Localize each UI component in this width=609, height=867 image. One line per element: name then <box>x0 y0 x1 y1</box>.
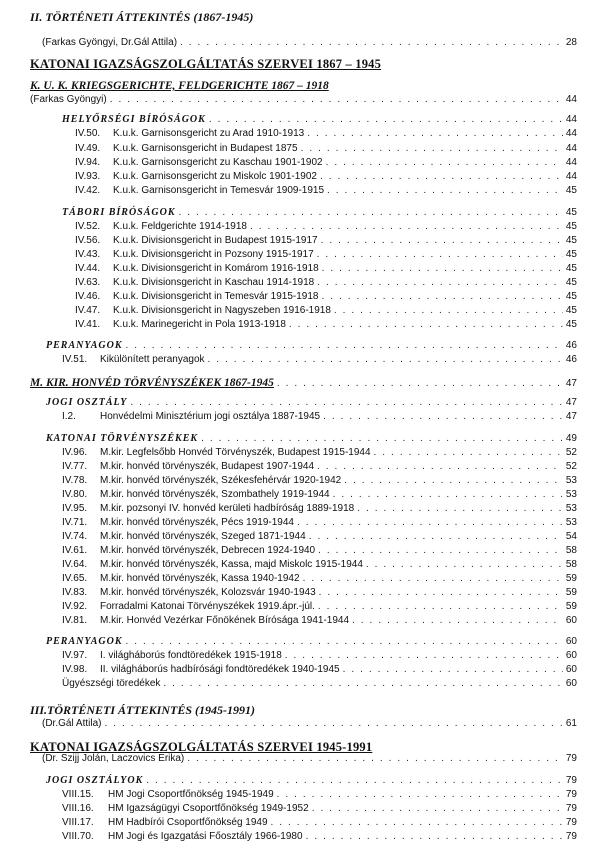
page-number: 52 <box>565 461 577 472</box>
toc-entry <box>0 489 609 504</box>
entry-title: JOGI OSZTÁLYOK <box>46 775 144 786</box>
page-number: 44 <box>565 114 577 125</box>
entry-title: I. világháborús fondtöredékek 1915-1918 <box>100 650 282 661</box>
page-number: 61 <box>565 718 577 729</box>
entry-code: IV.77. <box>62 461 88 472</box>
dot-leader <box>322 263 563 274</box>
dot-leader <box>306 831 563 842</box>
page-number: 60 <box>565 615 577 626</box>
entry-code: IV.92. <box>62 601 88 612</box>
dot-leader <box>352 615 563 626</box>
toc-heading <box>0 10 609 25</box>
page-number: 79 <box>565 831 577 842</box>
entry-title: K.u.k. Divisionsgericht in Budapest 1915-1917 <box>113 235 318 246</box>
toc-entry <box>0 171 609 186</box>
dot-leader <box>303 573 563 584</box>
dot-leader <box>208 354 563 365</box>
page-number: 44 <box>565 171 577 182</box>
dot-leader <box>277 378 563 389</box>
dot-leader <box>130 397 563 408</box>
entry-title: K.u.k. Garnisonsgericht zu Arad 1910-1913 <box>113 128 305 139</box>
dot-leader <box>126 636 563 647</box>
dot-leader <box>320 171 563 182</box>
page-number: 44 <box>565 157 577 168</box>
dot-leader <box>357 503 563 514</box>
toc-entry <box>0 157 609 172</box>
entry-code: IV.74. <box>62 531 88 542</box>
page-number: 52 <box>565 447 577 458</box>
entry-code: IV.98. <box>62 664 88 675</box>
entry-title: K.u.k. Divisionsgericht in Pozsony 1915-1917 <box>113 249 314 260</box>
entry-title: (Dr. Szijj Jolán, Laczovics Erika) <box>42 753 185 764</box>
page-number: 60 <box>565 650 577 661</box>
page-number: 45 <box>565 291 577 302</box>
toc-entry <box>0 664 609 679</box>
entry-code: IV.65. <box>62 573 88 584</box>
entry-title: KATONAI IGAZSÁGSZOLGÁLTATÁS SZERVEI 1945-1991 <box>30 740 373 754</box>
toc-entry <box>0 354 609 369</box>
toc-authors <box>0 37 609 52</box>
toc-entry <box>0 319 609 334</box>
entry-title: PERANYAGOK <box>46 636 123 647</box>
toc-entry <box>0 305 609 320</box>
entry-code: VIII.17. <box>62 817 94 828</box>
dot-leader <box>307 128 563 139</box>
page-number: 45 <box>565 221 577 232</box>
page-number: 45 <box>565 319 577 330</box>
toc-authors <box>0 718 609 733</box>
entry-title: II. világháborús hadbírósági fondtöredékek 1940-1945 <box>100 664 340 675</box>
page-number: 53 <box>565 475 577 486</box>
dot-leader <box>209 114 563 125</box>
entry-title: KATONAI TÖRVÉNYSZÉKEK <box>46 433 199 444</box>
entry-code: IV.78. <box>62 475 88 486</box>
page-number: 59 <box>565 601 577 612</box>
entry-title: PERANYAGOK <box>46 340 123 351</box>
dot-leader <box>318 601 563 612</box>
toc-subheading <box>0 207 609 222</box>
dot-leader <box>366 559 563 570</box>
dot-leader <box>104 718 562 729</box>
entry-code: IV.42. <box>75 185 101 196</box>
entry-title: K.u.k. Divisionsgericht in Temesvár 1915-1918 <box>113 291 319 302</box>
toc-entry <box>0 461 609 476</box>
page-number: 58 <box>565 559 577 570</box>
entry-code: IV.61. <box>62 545 88 556</box>
entry-code: VIII.70. <box>62 831 94 842</box>
entry-title: M. KIR. HONVÉD TÖRVÉNYSZÉKEK 1867-1945 <box>30 377 274 389</box>
entry-title: (Dr.Gál Attila) <box>42 718 102 729</box>
entry-title: Forradalmi Katonai Törvényszékek 1919.ápr.-júl. <box>100 601 315 612</box>
toc-entry <box>0 789 609 804</box>
page-number: 45 <box>565 249 577 260</box>
toc-entry <box>0 831 609 846</box>
toc-subheading <box>0 397 609 412</box>
page-number: 45 <box>565 277 577 288</box>
toc-entry <box>0 803 609 818</box>
toc-entry <box>0 221 609 236</box>
page-number: 79 <box>565 789 577 800</box>
page-number: 28 <box>565 37 577 48</box>
entry-code: IV.95. <box>62 503 88 514</box>
page-number: 47 <box>565 397 577 408</box>
entry-code: IV.71. <box>62 517 88 528</box>
dot-leader <box>277 789 563 800</box>
entry-title: K.u.k. Garnisonsgericht in Budapest 1875 <box>113 143 298 154</box>
entry-title: III.TÖRTÉNETI ÁTTEKINTÉS (1945-1991) <box>30 703 256 717</box>
toc-entry <box>0 185 609 200</box>
toc-authors <box>0 753 609 768</box>
page-number: 44 <box>565 94 577 105</box>
entry-code: IV.97. <box>62 650 88 661</box>
toc-heading <box>0 377 609 392</box>
entry-code: IV.46. <box>75 291 101 302</box>
entry-title: HM Igazságügyi Csoportfőnökség 1949-1952 <box>108 803 309 814</box>
page-number: 45 <box>565 185 577 196</box>
dot-leader <box>271 817 563 828</box>
entry-title: Kikülönített peranyagok <box>100 354 205 365</box>
dot-leader <box>343 664 563 675</box>
dot-leader <box>126 340 563 351</box>
toc-entry <box>0 517 609 532</box>
toc-entry <box>0 545 609 560</box>
dot-leader <box>321 235 563 246</box>
entry-code: VIII.16. <box>62 803 94 814</box>
toc-entry <box>0 678 609 693</box>
entry-code: IV.56. <box>75 235 101 246</box>
entry-code: IV.50. <box>75 128 101 139</box>
toc-subheading <box>0 340 609 355</box>
dot-leader <box>250 221 563 232</box>
toc-authors <box>0 94 609 109</box>
toc-entry <box>0 263 609 278</box>
entry-title: K.u.k. Garnisonsgericht zu Kaschau 1901-1902 <box>113 157 323 168</box>
page-number: 45 <box>565 207 577 218</box>
page-number: 44 <box>565 143 577 154</box>
toc-entry <box>0 573 609 588</box>
dot-leader <box>318 545 563 556</box>
page-number: 49 <box>565 433 577 444</box>
entry-title: HM Jogi Csoportfőnökség 1945-1949 <box>108 789 274 800</box>
entry-code: IV.43. <box>75 249 101 260</box>
entry-code: IV.93. <box>75 171 101 182</box>
dot-leader <box>344 475 563 486</box>
page-number: 60 <box>565 664 577 675</box>
entry-title: HM Hadbírói Csoportfőnökség 1949 <box>108 817 268 828</box>
dot-leader <box>333 489 563 500</box>
entry-code: IV.64. <box>62 559 88 570</box>
entry-code: IV.83. <box>62 587 88 598</box>
page-number: 59 <box>565 573 577 584</box>
entry-title: M.kir. honvéd törvényszék, Szombathely 1919-1944 <box>100 489 330 500</box>
page-number: 79 <box>565 817 577 828</box>
page-number: 60 <box>565 678 577 689</box>
page-number: 58 <box>565 545 577 556</box>
page-number: 45 <box>565 305 577 316</box>
entry-title: HM Jogi és Igazgatási Főosztály 1966-1980 <box>108 831 303 842</box>
entry-code: IV.49. <box>75 143 101 154</box>
page-number: 47 <box>565 411 577 422</box>
entry-code: IV.52. <box>75 221 101 232</box>
dot-leader <box>289 319 563 330</box>
entry-title: JOGI OSZTÁLY <box>46 397 128 408</box>
dot-leader <box>201 433 563 444</box>
dot-leader <box>163 678 562 689</box>
dot-leader <box>110 94 563 105</box>
entry-title: M.kir. Legfelsőbb Honvéd Törvényszék, Budapest 1915-1944 <box>100 447 371 458</box>
page-number: 45 <box>565 263 577 274</box>
entry-title: (Farkas Gyöngyi, Dr.Gál Attila) <box>42 37 178 48</box>
dot-leader <box>327 185 563 196</box>
dot-leader <box>317 277 563 288</box>
entry-title: K.u.k. Marinegericht in Pola 1913-1918 <box>113 319 286 330</box>
toc-subheading <box>0 636 609 651</box>
entry-title: M.kir. honvéd törvényszék, Kassa, majd Miskolc 1915-1944 <box>100 559 363 570</box>
page-number: 54 <box>565 531 577 542</box>
entry-title: K.u.k. Divisionsgericht in Nagyszeben 1916-1918 <box>113 305 331 316</box>
toc-entry <box>0 411 609 426</box>
toc-entry <box>0 587 609 602</box>
dot-leader <box>180 37 563 48</box>
entry-title: HELYŐRSÉGI BÍRÓSÁGOK <box>62 114 206 125</box>
toc-entry <box>0 128 609 143</box>
dot-leader <box>317 461 563 472</box>
entry-code: IV.63. <box>75 277 101 288</box>
toc-entry <box>0 817 609 832</box>
entry-code: IV.41. <box>75 319 101 330</box>
toc-entry <box>0 559 609 574</box>
entry-title: M.kir. honvéd törvényszék, Debrecen 1924-1940 <box>100 545 316 556</box>
page-number: 79 <box>565 753 577 764</box>
toc-subheading <box>0 433 609 448</box>
entry-code: IV.51. <box>62 354 88 365</box>
entry-title: Ügyészségi töredékek <box>62 678 161 689</box>
entry-code: IV.81. <box>62 615 88 626</box>
entry-code: IV.96. <box>62 447 88 458</box>
entry-code: IV.47. <box>75 305 101 316</box>
page-number: 45 <box>565 235 577 246</box>
dot-leader <box>309 531 563 542</box>
page-number: 79 <box>565 775 577 786</box>
dot-leader <box>321 291 562 302</box>
page-number: 47 <box>565 378 577 389</box>
toc-entry <box>0 277 609 292</box>
entry-title: K.u.k. Divisionsgericht in Kaschau 1914-1918 <box>113 277 315 288</box>
dot-leader <box>285 650 563 661</box>
entry-title: M.kir. honvéd törvényszék, Kolozsvár 1940-1943 <box>100 587 316 598</box>
entry-title: TÁBORI BÍRÓSÁGOK <box>62 207 176 218</box>
toc-subheading <box>0 775 609 790</box>
entry-code: IV.94. <box>75 157 101 168</box>
page-number: 79 <box>565 803 577 814</box>
dot-leader <box>326 157 563 168</box>
dot-leader <box>374 447 563 458</box>
entry-title: M.kir. honvéd törvényszék, Szeged 1871-1944 <box>100 531 306 542</box>
toc-entry <box>0 447 609 462</box>
toc-entry <box>0 249 609 264</box>
page-number: 53 <box>565 517 577 528</box>
entry-title: (Farkas Gyöngyi) <box>30 94 107 105</box>
toc-entry <box>0 615 609 630</box>
dot-leader <box>297 517 563 528</box>
toc-entry <box>0 475 609 490</box>
dot-leader <box>323 411 563 422</box>
entry-title: K.u.k. Feldgerichte 1914-1918 <box>113 221 247 232</box>
entry-title: M.kir. honvéd törvényszék, Kassa 1940-1942 <box>100 573 300 584</box>
toc-heading <box>0 703 609 718</box>
toc-entry <box>0 235 609 250</box>
entry-code: IV.44. <box>75 263 101 274</box>
toc-entry <box>0 531 609 546</box>
page-number: 60 <box>565 636 577 647</box>
toc-entry <box>0 143 609 158</box>
entry-title: M.kir. honvéd törvényszék, Pécs 1919-1944 <box>100 517 294 528</box>
page-number: 53 <box>565 503 577 514</box>
page-number: 46 <box>565 340 577 351</box>
dot-leader <box>187 753 563 764</box>
toc-heading <box>0 57 609 72</box>
entry-title: K. U. K. KRIEGSGERICHTE, FELDGERICHTE 1867 – 1918 <box>30 80 329 92</box>
toc-heading <box>0 80 609 95</box>
entry-title: Honvédelmi Minisztérium jogi osztálya 1887-1945 <box>100 411 321 422</box>
toc-entry <box>0 650 609 665</box>
dot-leader <box>334 305 563 316</box>
entry-title: II. TÖRTÉNETI ÁTTEKINTÉS (1867-1945) <box>30 10 254 24</box>
toc-entry <box>0 291 609 306</box>
entry-code: VIII.15. <box>62 789 94 800</box>
entry-title: K.u.k. Divisionsgericht in Komárom 1916-1918 <box>113 263 319 274</box>
entry-title: M.kir. Honvéd Vezérkar Főnökének Bírósága 1941-1944 <box>100 615 350 626</box>
dot-leader <box>312 803 563 814</box>
toc-subheading <box>0 114 609 129</box>
entry-code: IV.80. <box>62 489 88 500</box>
dot-leader <box>319 587 563 598</box>
toc-entry <box>0 503 609 518</box>
dot-leader <box>179 207 563 218</box>
page-number: 53 <box>565 489 577 500</box>
entry-title: K.u.k. Garnisonsgericht zu Miskolc 1901-1902 <box>113 171 317 182</box>
entry-title: KATONAI IGAZSÁGSZOLGÁLTATÁS SZERVEI 1867 – 1945 <box>30 57 382 71</box>
page-number: 59 <box>565 587 577 598</box>
entry-title: M.kir. pozsonyi IV. honvéd kerületi hadbíróság 1889-1918 <box>100 503 355 514</box>
toc-entry <box>0 601 609 616</box>
page-number: 44 <box>565 128 577 139</box>
entry-title: M.kir. honvéd törvényszék, Budapest 1907-1944 <box>100 461 315 472</box>
entry-code: I.2. <box>62 411 76 422</box>
dot-leader <box>146 775 563 786</box>
dot-leader <box>301 143 563 154</box>
page-number: 46 <box>565 354 577 365</box>
entry-title: M.kir. honvéd törvényszék, Székesfehérvár 1920-1942 <box>100 475 342 486</box>
entry-title: K.u.k. Garnisonsgericht in Temesvár 1909-1915 <box>113 185 325 196</box>
dot-leader <box>317 249 563 260</box>
